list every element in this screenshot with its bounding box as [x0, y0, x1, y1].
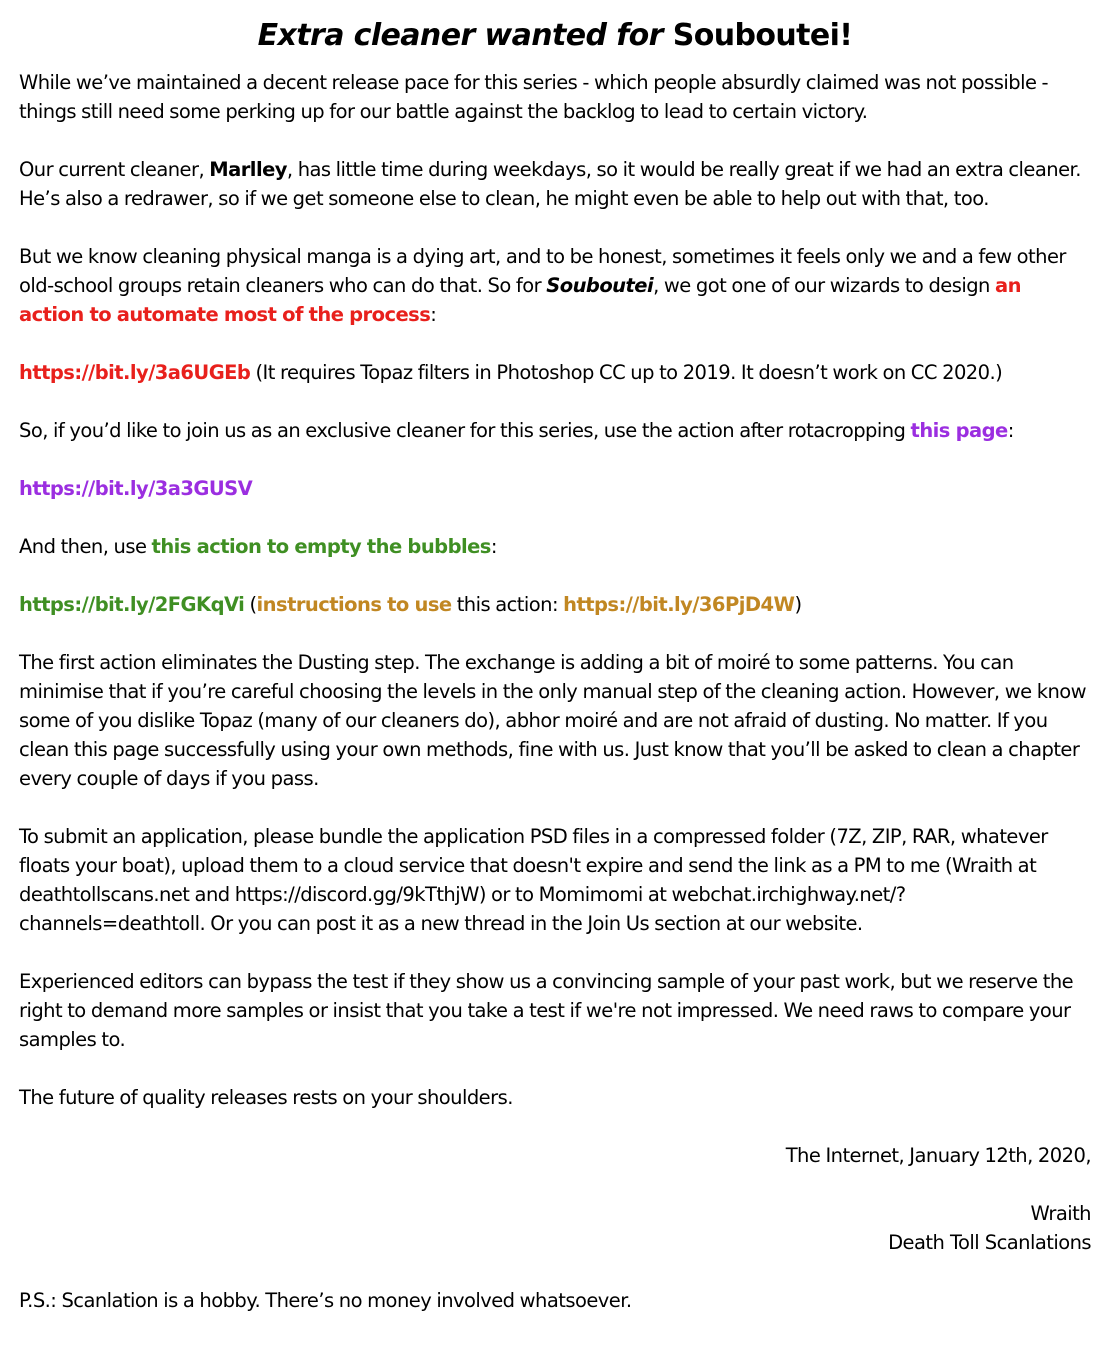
- intro-paragraph: While we’ve maintained a decent release pace for this series - which people absurdly claimed was not possible - things still need some perking up for our battle against the backlog to lead to certain victory.: [19, 71, 1049, 123]
- submission-paragraph: To submit an application, please bundle the application PSD files in a compressed folder (7Z, ZIP, RAR, whatever floats your boat), upload them to a cloud service that doesn't expire and send the link as a PM to me (Wraith at deathtollscans.net and https://discord.gg/9kTthjW) or to Momimomi at webchat.irchighway.net/?channels=deathtoll. Or you can post it as a new thread in the Join Us section at our website.: [19, 825, 1048, 935]
- experienced-editors-paragraph: Experienced editors can bypass the test if they show us a convincing sample of your past work, but we reserve the right to demand more samples or insist that you take a test if we're not impressed. We need raws to compare your samples to.: [19, 970, 1074, 1051]
- cleaner-name: Marlley: [209, 158, 287, 181]
- test-page-link-paragraph: [19, 474, 1091, 503]
- current-cleaner-text-after: , has little time during weekdays, so it would be really great if we had an extra cleaner. He’s also a redrawer, so if we get someone else to clean, he might even be able to help out with that, too.: [19, 158, 1081, 210]
- title-main: Extra cleaner wanted for: [257, 18, 673, 53]
- bubbles-text-after: :: [490, 535, 497, 558]
- postscript: P.S.: Scanlation is a hobby. There’s no money involved whatsoever.: [19, 1289, 632, 1312]
- cleaning-action-link-paragraph: [19, 358, 1091, 387]
- instructions-highlight: instructions to use: [256, 593, 452, 616]
- instructions-link[interactable]: https://bit.ly/36PjD4W: [563, 593, 795, 616]
- join-text-before: So, if you’d like to join us as an exclusive cleaner for this series, use the action after rotacropping: [19, 419, 911, 442]
- dusting-paragraph: The first action eliminates the Dusting step. The exchange is adding a bit of moiré to some patterns. You can minimise that if you’re careful choosing the levels in the only manual step of the cleaning action. However, we know some of you dislike Topaz (many of our cleaners do), abhor moiré and are not afraid of dusting. No matter. If you clean this page successfully using your own methods, fine with us. Just know that you’ll be asked to clean a chapter every couple of days if you pass.: [19, 651, 1087, 790]
- paren-open: (: [244, 593, 257, 616]
- cleaning-art-paragraph: [19, 242, 1091, 329]
- test-page-link[interactable]: https://bit.ly/3a3GUSV: [19, 477, 253, 500]
- title-series: Souboutei!: [672, 18, 853, 53]
- cleaning-art-text-middle: , we got one of our wizards to design: [653, 274, 995, 297]
- future-paragraph: The future of quality releases rests on your shoulders.: [19, 1086, 513, 1109]
- bubbles-action-link[interactable]: https://bit.ly/2FGKqVi: [19, 593, 245, 616]
- current-cleaner-paragraph: [19, 155, 1091, 213]
- signature-group: Death Toll Scanlations: [888, 1231, 1091, 1254]
- this-page-highlight: this page: [910, 419, 1008, 442]
- join-text-after: :: [1007, 419, 1014, 442]
- cleaning-action-link[interactable]: https://bit.ly/3a6UGEb: [19, 361, 251, 384]
- dateline: The Internet, January 12th, 2020,: [785, 1144, 1091, 1167]
- automate-action-highlight: an action to automate most of the process: [19, 274, 1021, 326]
- page-title: [19, 16, 1091, 56]
- series-name: Souboutei: [546, 274, 654, 297]
- cleaning-art-text-after: :: [430, 303, 437, 326]
- bubbles-action-highlight: this action to empty the bubbles: [151, 535, 491, 558]
- instructions-text-middle: this action:: [451, 593, 564, 616]
- join-instructions-paragraph: [19, 416, 1091, 445]
- bubbles-action-paragraph: [19, 532, 1091, 561]
- bubbles-text-before: And then, use: [19, 535, 152, 558]
- current-cleaner-text-before: Our current cleaner,: [19, 158, 210, 181]
- recruitment-notice: [19, 16, 1091, 1344]
- paren-close: ): [794, 593, 802, 616]
- signature-block: [19, 1199, 1091, 1257]
- bubbles-action-link-paragraph: [19, 590, 1091, 619]
- signature-name: Wraith: [1030, 1202, 1091, 1225]
- topaz-requirement-note: (It requires Topaz filters in Photoshop CC up to 2019. It doesn’t work on CC 2020.): [250, 361, 1003, 384]
- cleaning-art-text-before: But we know cleaning physical manga is a dying art, and to be honest, sometimes it feels only we and a few other old-school groups retain cleaners who can do that. So for: [19, 245, 1066, 297]
